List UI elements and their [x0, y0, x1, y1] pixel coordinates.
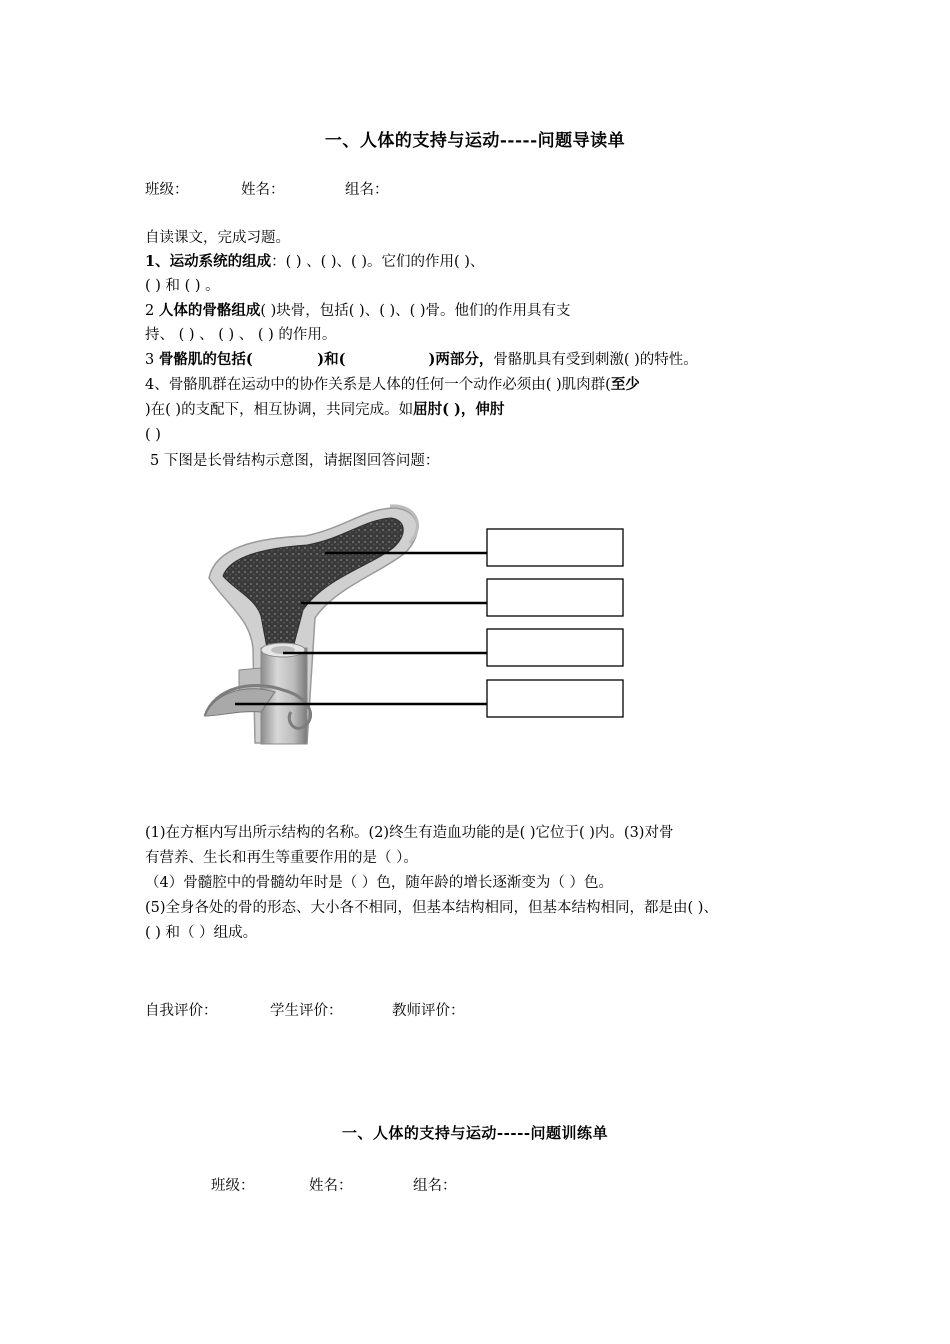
question-3-line — [145, 350, 698, 370]
question-4-text-a: 4、骨骼肌群在运动中的协作关系是人体的任何一个动作必须由( )肌肉群( — [145, 377, 611, 393]
question-2-line-2: 持、 ( ) 、 ( ) 、 ( ) 的作用。 — [145, 327, 337, 343]
question-3-label-3: )两部分， — [428, 351, 494, 368]
sub-question-1-cont: 有营养、生长和再生等重要作用的是（ ）。 — [145, 850, 418, 866]
question-3-label-2: )和( — [317, 351, 346, 368]
question-4-bold-a: 至少 — [610, 376, 640, 393]
intro-text: 自读课文，完成习题。 — [145, 230, 290, 246]
question-4-line-3: ( ) — [145, 427, 161, 443]
student-evaluation-label: 学生评价： — [270, 1003, 343, 1019]
training-name-label: 姓名： — [309, 1178, 353, 1194]
question-2-text: ( )块骨，包括( )、( )、( )骨。他们的作用具有支 — [260, 303, 571, 319]
question-1-label: 1、运动系统的组成 — [145, 253, 272, 270]
self-evaluation-label: 自我评价： — [145, 1003, 218, 1019]
question-3-blank-1 — [253, 352, 318, 368]
sub-question-5-cont: ( ) 和（ ）组成。 — [145, 925, 258, 941]
long-bone-diagram-icon — [195, 498, 635, 754]
question-4-bold-b: 屈肘( )，伸肘 — [413, 401, 505, 418]
question-1-line-1 — [145, 252, 484, 272]
training-group-label: 组名： — [413, 1178, 457, 1194]
question-2-number: 2 — [145, 303, 159, 319]
sub-question-5: (5)全身各处的骨的形态、大小各不相同，但基本结构相同，但基本结构相同，都是由( )、 — [145, 900, 718, 916]
question-1-line-2: ( ) 和 ( ) 。 — [145, 278, 220, 294]
question-3-blank-2 — [345, 352, 428, 368]
name-label: 姓名： — [241, 182, 285, 198]
label-box-4[interactable] — [487, 680, 623, 717]
training-class-label: 班级： — [211, 1178, 255, 1194]
label-box-1[interactable] — [487, 529, 623, 566]
training-title: 一、人体的支持与运动-----问题训练单 — [341, 1124, 609, 1142]
class-label: 班级： — [145, 182, 189, 198]
group-label: 组名： — [345, 182, 389, 198]
question-3-text: 骨骼肌具有受到刺激( )的特性。 — [493, 352, 698, 368]
question-3-label: 骨骼肌的包括( — [158, 351, 253, 368]
teacher-evaluation-label: 教师评价： — [392, 1003, 465, 1019]
sub-question-1: (1)在方框内写出所示结构的名称。(2)终生有造血功能的是( )它位于( )内。(3)对骨 — [145, 825, 674, 841]
question-2-line-1 — [145, 301, 571, 321]
question-4-text-b: )在( )的支配下，相互协调，共同完成。如 — [145, 402, 414, 418]
question-4-line-2 — [145, 400, 504, 420]
question-1-text: ：( ) 、( )、( )。它们的作用( )、 — [271, 254, 485, 270]
question-2-label: 人体的骨骼组成 — [158, 302, 261, 319]
question-4-line-1 — [145, 375, 640, 395]
question-5-text: 5 下图是长骨结构示意图，请据图回答问题： — [150, 453, 440, 469]
page-title: 一、人体的支持与运动-----问题导读单 — [324, 131, 626, 151]
question-3-number: 3 — [145, 352, 159, 368]
label-box-2[interactable] — [487, 579, 623, 616]
sub-question-4: （4）骨髓腔中的骨髓幼年时是（ ）色，随年龄的增长逐渐变为（ ）色。 — [145, 875, 613, 891]
label-box-3[interactable] — [487, 629, 623, 666]
